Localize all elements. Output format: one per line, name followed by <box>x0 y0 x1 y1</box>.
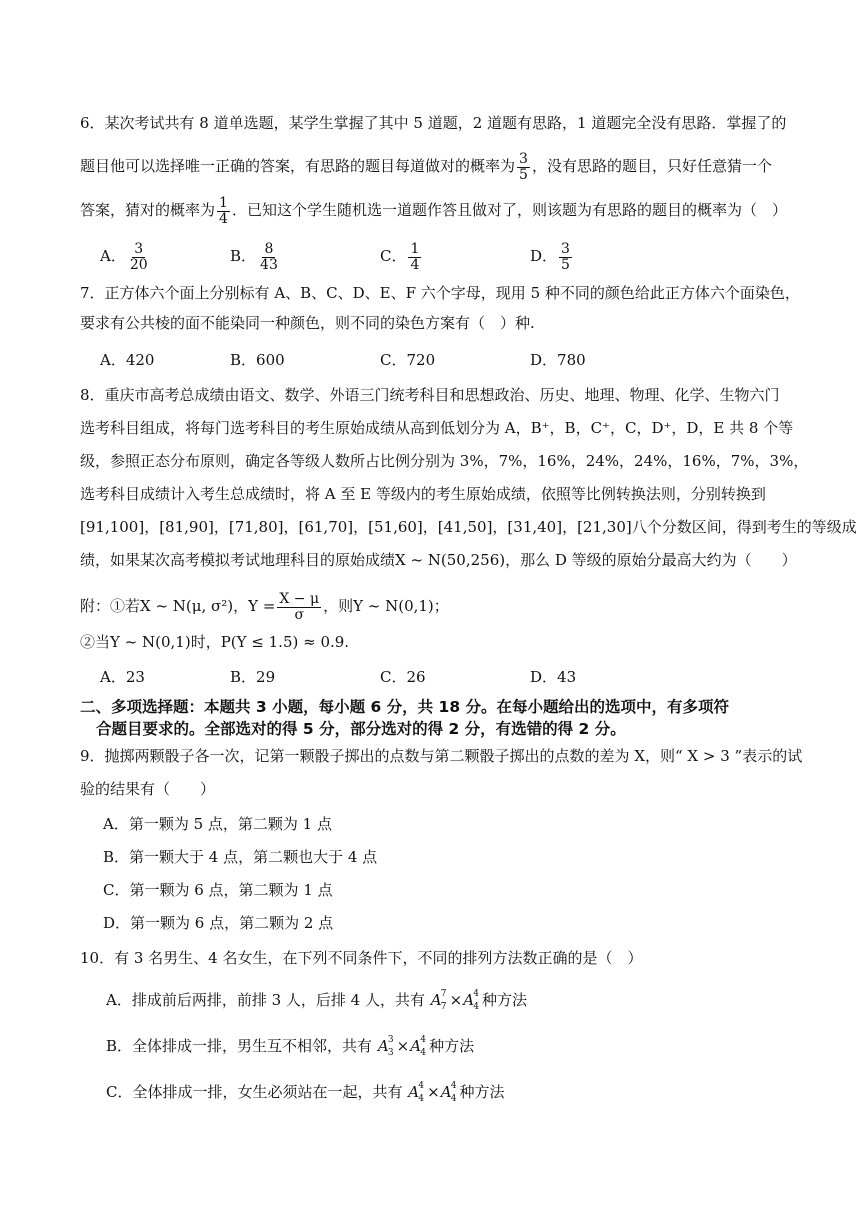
q8-line-6: 绩，如果某次高考模拟考试地理科目的原始成绩X ~ N(50,256)，那么 D 等级的原始分最高大约为（ ） <box>80 551 797 569</box>
permutation-subscript: 4 <box>420 1048 426 1058</box>
q8-note-1 <box>80 592 449 622</box>
q8-line-3: 级，参照正态分布原则，确定各等级人数所占比例分别为 3%，7%，16%，24%，24%，16%，7%，3%， <box>80 452 809 470</box>
q10-option-b[interactable] <box>106 1036 474 1056</box>
q10-option-a[interactable] <box>106 990 527 1010</box>
permutation-subscript: 3 <box>387 1048 394 1058</box>
q6-line-2-text-a: 题目他可以选择唯一正确的答案，有思路的题目每道做对的概率为 <box>80 157 516 176</box>
fraction-denominator: 4 <box>219 210 228 227</box>
q6-line-3 <box>80 196 787 226</box>
option-text: A．排成前后两排，前排 3 人，后排 4 人，共有 <box>106 991 425 1009</box>
q7-option-a[interactable]: A．420 <box>100 351 155 369</box>
q8-line-5: [91,100]，[81,90]，[71,80]，[61,70]，[51,60]，[41,50]，[31,40]，[21,30]八个分数区间，得到考生的等级成 <box>80 518 857 536</box>
q8-option-d[interactable]: D．43 <box>530 668 577 686</box>
times-symbol: × <box>449 991 463 1009</box>
q7-option-c[interactable]: C．720 <box>380 351 436 369</box>
option-text: 种方法 <box>482 991 528 1009</box>
q8-note-1-text-a: 附：①若X ~ N(μ, σ²)，Y = <box>80 597 276 616</box>
permutation-letter: A <box>410 1037 422 1055</box>
option-label: D． <box>530 247 558 266</box>
q7-line-1: 7．正方体六个面上分别标有 A、B、C、D、E、F 六个字母，现用 5 种不同的颜色给此正方体六个面染色， <box>80 284 800 302</box>
option-text: C．全体排成一排，女生必须站在一起，共有 <box>106 1083 403 1101</box>
q8-standardize-fraction <box>277 592 321 622</box>
q7-option-b[interactable]: B．600 <box>230 351 285 369</box>
section-2-heading-line-1: 二、多项选择题：本题共 3 小题，每小题 6 分，共 18 分。在每小题给出的选项中，有多项符 <box>80 698 730 716</box>
fraction-numerator: X − μ <box>279 591 320 607</box>
times-symbol: × <box>396 1037 410 1055</box>
fraction-numerator: 3 <box>134 241 144 257</box>
permutation-superscript: 4 <box>450 1081 457 1091</box>
option-fraction <box>408 242 421 272</box>
q6-fraction-3-5 <box>517 152 530 182</box>
option-fraction <box>559 242 572 272</box>
q9-option-a[interactable]: A．第一颗为 5 点，第二颗为 1 点 <box>103 815 332 833</box>
fraction-denominator: 5 <box>519 166 528 183</box>
permutation-term <box>378 1036 396 1056</box>
permutation-letter: A <box>408 1083 420 1101</box>
option-label: B． <box>230 247 257 266</box>
q8-option-c[interactable]: C．26 <box>380 668 426 686</box>
q6-option-d[interactable] <box>530 242 574 272</box>
q9-option-c[interactable]: C．第一颗为 6 点，第二颗为 1 点 <box>103 881 333 899</box>
permutation-subscript: 4 <box>473 1002 479 1012</box>
permutation-term <box>463 990 481 1010</box>
option-text: 种方法 <box>459 1083 505 1101</box>
option-label: C． <box>380 247 407 266</box>
option-text: 种方法 <box>429 1037 475 1055</box>
q8-option-a[interactable]: A．23 <box>100 668 145 686</box>
option-label: A． <box>100 247 126 266</box>
q6-line-3-text-a: 答案，猜对的概率为 <box>80 201 216 220</box>
permutation-letter: A <box>377 1037 389 1055</box>
q9-option-b[interactable]: B．第一颗大于 4 点，第二颗也大于 4 点 <box>103 848 378 866</box>
option-text: B．全体排成一排，男生互不相邻，共有 <box>106 1037 373 1055</box>
q9-line-1: 9．抛掷两颗骰子各一次，记第一颗骰子掷出的点数与第二颗骰子掷出的点数的差为 X，则“ X > 3 ”表示的试 <box>80 747 803 765</box>
permutation-superscript: 7 <box>440 989 447 999</box>
permutation-subscript: 4 <box>418 1094 424 1104</box>
q8-line-1: 8．重庆市高考总成绩由语文、数学、外语三门统考科目和思想政治、历史、地理、物理、化学、生物六门 <box>80 386 780 404</box>
fraction-numerator: 1 <box>219 195 228 211</box>
q9-option-d[interactable]: D．第一颗为 6 点，第二颗为 2 点 <box>103 914 334 932</box>
option-fraction <box>128 242 150 272</box>
permutation-letter: A <box>440 1083 452 1101</box>
q6-option-c[interactable] <box>380 242 423 272</box>
permutation-term <box>410 1036 428 1056</box>
q9-line-2: 验的结果有（ ） <box>80 780 216 798</box>
fraction-numerator: 3 <box>561 241 570 257</box>
q10-line-1: 10．有 3 名男生、4 名女生，在下列不同条件下，不同的排列方法数正确的是（ ） <box>80 949 643 967</box>
fraction-denominator: 20 <box>129 256 148 273</box>
permutation-term <box>441 1082 459 1102</box>
permutation-term <box>431 990 449 1010</box>
q6-option-b[interactable] <box>230 242 282 272</box>
permutation-superscript: 4 <box>418 1081 424 1091</box>
q8-option-b[interactable]: B．29 <box>230 668 276 686</box>
q6-fraction-1-4 <box>217 196 230 226</box>
q6-line-2-text-b: ，没有思路的题目，只好任意猜一个 <box>531 157 772 176</box>
q10-option-c[interactable] <box>106 1082 505 1102</box>
q7-line-2: 要求有公共棱的面不能染同一种颜色，则不同的染色方案有（ ）种. <box>80 314 535 332</box>
q6-option-a[interactable] <box>100 242 152 272</box>
fraction-denominator: 5 <box>561 256 570 273</box>
section-2-heading-line-2: 合题目要求的。全部选对的得 5 分，部分选对的得 2 分，有选错的得 2 分。 <box>96 720 626 738</box>
permutation-letter: A <box>430 991 442 1009</box>
fraction-numerator: 3 <box>519 151 528 167</box>
fraction-numerator: 1 <box>410 241 420 257</box>
q8-note-2: ②当Y ~ N(0,1)时，P(Y ≤ 1.5) ≈ 0.9. <box>80 633 350 651</box>
permutation-superscript: 3 <box>387 1035 394 1045</box>
fraction-denominator: 4 <box>410 256 420 273</box>
fraction-denominator: 43 <box>260 256 278 273</box>
q8-line-4: 选考科目成绩计入考生总成绩时，将 A 至 E 等级内的考生原始成绩，依照等比例转换法则，分别转换到 <box>80 485 766 503</box>
q8-line-2: 选考科目组成，将每门选考科目的考生原始成绩从高到低划分为 A，B⁺，B，C⁺，C，D⁺，D，E 共 8 个等 <box>80 419 794 437</box>
permutation-superscript: 4 <box>420 1035 426 1045</box>
q7-option-d[interactable]: D．780 <box>530 351 586 369</box>
times-symbol: × <box>427 1083 440 1101</box>
permutation-subscript: 7 <box>440 1002 447 1012</box>
fraction-denominator: σ <box>294 606 305 623</box>
option-fraction <box>258 242 280 272</box>
q8-note-1-text-b: ，则Y ~ N(0,1)； <box>323 597 449 616</box>
permutation-letter: A <box>463 991 475 1009</box>
permutation-superscript: 4 <box>473 989 479 999</box>
q6-line-3-text-b: ．已知这个学生随机选一道题作答且做对了，则该题为有思路的题目的概率为（ ） <box>231 201 787 220</box>
fraction-numerator: 8 <box>264 241 274 257</box>
permutation-subscript: 4 <box>450 1094 457 1104</box>
permutation-term <box>408 1082 426 1102</box>
q6-line-2 <box>80 152 772 182</box>
q6-line-1: 6．某次考试共有 8 道单选题，某学生掌握了其中 5 道题，2 道题有思路，1 道题完全没有思路．掌握了的 <box>80 114 787 132</box>
